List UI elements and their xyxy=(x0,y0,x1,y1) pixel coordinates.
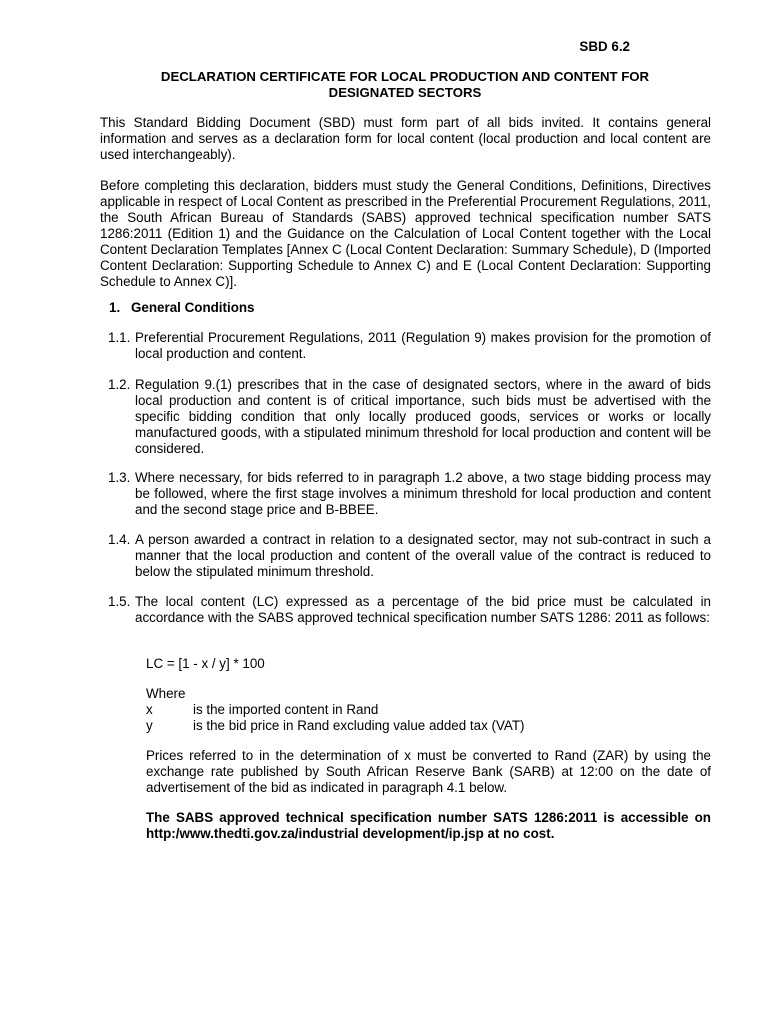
intro-paragraph-2: Before completing this declaration, bidders must study the General Conditions, Definitions, Directives applicable in respect of Local Content as prescribed in the Preferential Procurement Regulations, 2011, the South African Bureau of Standards (SABS) approved technical specification number SATS 1286:2011 (Edition 1) and the Guidance on the Calculation of Local Content together with the Local Content Declaration Templates [Annex C (Local Content Declaration: Summary Schedule), D (Imported Content Declaration: Supporting Schedule to Annex C) and E (Local Content Declaration: Supporting Schedule to Annex C)]. xyxy=(100,178,711,289)
clause-text: Preferential Procurement Regulations, 2011 (Regulation 9) makes provision for the promotion of local production and content. xyxy=(135,330,711,361)
clause-text: Regulation 9.(1) prescribes that in the case of designated sectors, where in the award of bids local production and content is of critical importance, such bids must be advertised with the specific bidding condition that only locally produced goods, services or works or locally manufactured goods, with a stipulated minimum threshold for local production and content will be considered. xyxy=(135,377,711,456)
lc-formula: LC = [1 - x / y] * 100 xyxy=(146,656,265,671)
variable-symbol: y xyxy=(146,718,153,733)
clause-text: Where necessary, for bids referred to in paragraph 1.2 above, a two stage bidding process may be followed, where the first stage involves a minimum threshold for local production and content and the second stage price and B-BBEE. xyxy=(135,470,711,517)
clause-number: 1.5. xyxy=(108,594,131,609)
prices-paragraph: Prices referred to in the determination of x must be converted to Rand (ZAR) by using the exchange rate published by South African Reserve Bank (SARB) at 12:00 on the date of advertisement of the bid as indicated in paragraph 4.1 below. xyxy=(146,748,711,795)
clause-1-1 xyxy=(108,330,711,362)
section-heading xyxy=(109,300,255,316)
title-line-2: DESIGNATED SECTORS xyxy=(328,85,482,100)
clause-number: 1.3. xyxy=(108,470,131,485)
clause-text: A person awarded a contract in relation to a designated sector, may not sub-contract in such a manner that the local production and content of the overall value of the contract is reduced to below the stipulated minimum threshold. xyxy=(135,532,711,579)
variable-meaning: is the imported content in Rand xyxy=(193,702,379,717)
section-heading-text: General Conditions xyxy=(131,300,255,315)
title-line-1: DECLARATION CERTIFICATE FOR LOCAL PRODUCTION AND CONTENT FOR xyxy=(160,69,650,84)
clause-1-3 xyxy=(108,470,711,518)
where-label: Where xyxy=(146,686,186,701)
clause-number: 1.2. xyxy=(108,377,131,392)
variable-meaning: is the bid price in Rand excluding value added tax (VAT) xyxy=(193,718,525,733)
intro-paragraph-1: This Standard Bidding Document (SBD) must form part of all bids invited. It contains general information and serves as a declaration form for local content (local production and local content are used interchangeably). xyxy=(100,115,711,162)
access-note: The SABS approved technical specification number SATS 1286:2011 is accessible on http:/www.thedti.gov.za/industrial development/ip.jsp at no cost. xyxy=(146,810,711,841)
clause-number: 1.4. xyxy=(108,532,131,547)
clause-text: The local content (LC) expressed as a percentage of the bid price must be calculated in accordance with the SABS approved technical specification number SATS 1286: 2011 as follows: xyxy=(135,594,711,625)
variable-symbol: x xyxy=(146,702,153,717)
document-code: SBD 6.2 xyxy=(579,39,630,54)
clause-1-2 xyxy=(108,377,711,457)
clause-1-4 xyxy=(108,532,711,580)
clause-1-5 xyxy=(108,594,711,626)
document-title xyxy=(100,69,710,101)
section-number: 1. xyxy=(109,300,121,315)
variable-y-row xyxy=(146,718,524,734)
clause-number: 1.1. xyxy=(108,330,131,345)
variable-x-row xyxy=(146,702,378,718)
